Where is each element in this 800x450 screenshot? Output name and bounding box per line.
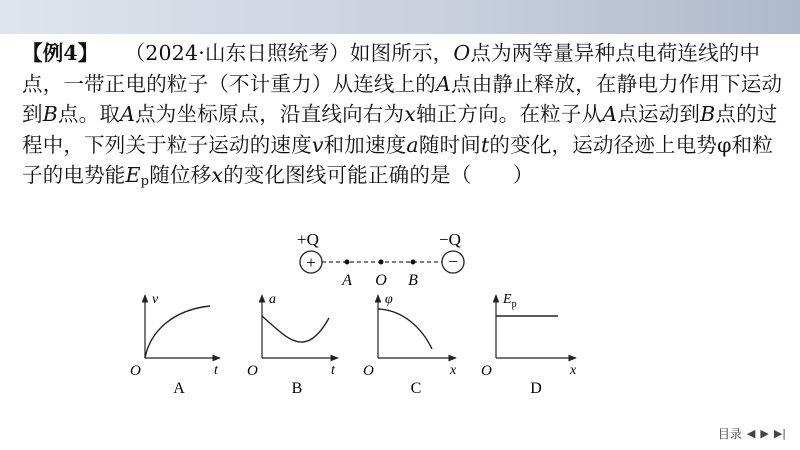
pos-charge-symbol: + [306, 253, 316, 272]
point-O-label: O [375, 272, 387, 289]
pos-charge-label: +Q [297, 230, 319, 249]
toc-link[interactable]: 目录 [717, 427, 742, 441]
graph-A-curve [145, 306, 210, 358]
graph-C-y-label: φ [385, 292, 393, 307]
graph-A-letter: A [173, 380, 185, 397]
point-B-label: B [408, 272, 418, 289]
graph-C-x-label: x [450, 363, 457, 378]
graph-B-x-label: t [331, 363, 335, 378]
point-B-dot [411, 260, 416, 265]
graph-C-curve [378, 309, 432, 349]
last-slide-button[interactable]: ▶| [773, 427, 786, 440]
graph-C [363, 292, 457, 397]
example-tag: 【例4】 [22, 41, 99, 65]
graph-A [130, 292, 220, 397]
prev-slide-button[interactable]: ◀ [746, 427, 756, 440]
neg-charge-label: −Q [439, 230, 461, 249]
graph-D-letter: D [530, 380, 542, 397]
graph-D-x-label: x [570, 363, 577, 378]
graph-B [247, 292, 338, 397]
graph-D-y-sub: p [511, 299, 517, 310]
point-A-dot [345, 260, 350, 265]
graph-D-origin: O [481, 363, 492, 379]
graph-D-y-label: $E_p$ [503, 292, 517, 310]
point-A-label: A [342, 272, 352, 289]
graph-B-letter: B [291, 380, 303, 397]
point-O-dot [379, 260, 384, 265]
question-text: 【例4】 （2024·山东日照统考）如图所示，O点为两等量异种点电荷连线的中点，一带正电的粒子（不计重力）从连线上的A点由静止释放，在静电力作用下运动到B点。取A点为坐标原点，沿直线向右为x轴正方向。在粒子从A点运动到B点的过程中，下列关于粒子运动的速度v和加速度a随时间t的变化，运动径迹上电势φ和粒子的电势能$E_p$随位移x的变化图线可能正确的是（ ） [22, 41, 783, 189]
next-slide-button[interactable]: ▶ [760, 427, 769, 440]
graph-B-origin: O [247, 363, 258, 379]
graph-B-curve [262, 316, 329, 342]
graph-C-letter: C [410, 380, 422, 397]
charge-diagram [297, 230, 464, 289]
graph-A-origin: O [130, 363, 141, 379]
graph-B-y-label: a [269, 292, 276, 307]
graph-D [481, 292, 577, 397]
neg-charge-symbol: − [448, 252, 458, 271]
slide-nav [718, 425, 786, 442]
graph-A-y-label: v [152, 292, 159, 307]
graph-C-origin: O [363, 363, 374, 379]
graph-A-x-label: t [214, 363, 218, 378]
question-source: （2024·山东日照统考） [124, 41, 350, 65]
